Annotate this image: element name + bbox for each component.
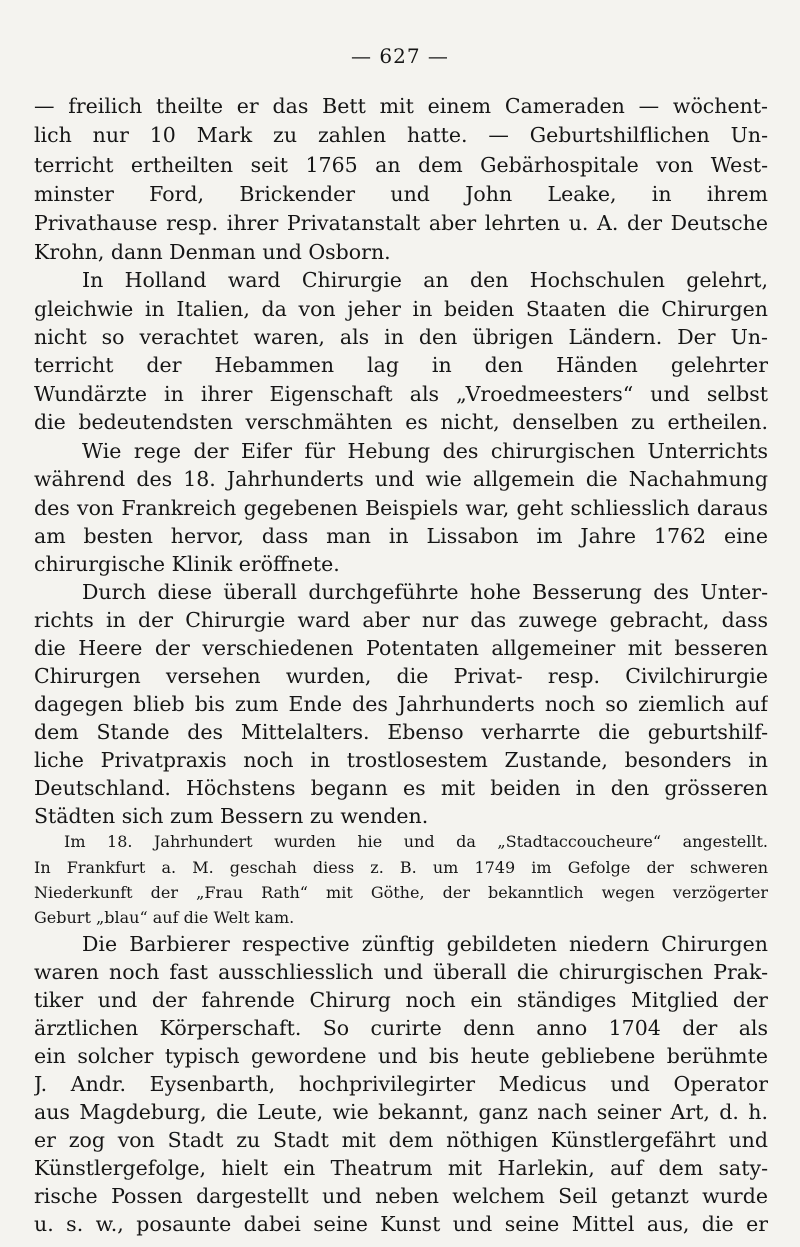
text-line: dagegen blieb bis zum Ende des Jahrhunderts noch so ziemlich auf — [34, 692, 768, 716]
text-line: am besten hervor, dass man in Lissabon im Jahre 1762 eine — [34, 524, 768, 548]
text-line: dem Stande des Mittelalters. Ebenso verharrte die geburtshilf- — [34, 720, 768, 744]
text-line: ein solcher typisch gewordene und bis heute gebliebene berühmte — [34, 1044, 768, 1068]
text-line: terricht der Hebammen lag in den Händen gelehrter — [34, 353, 768, 377]
footnote-line: In Frankfurt a. M. geschah diess z. B. um 1749 im Gefolge der schweren — [34, 858, 768, 877]
text-line: Deutschland. Höchstens begann es mit beiden in den grösseren — [34, 776, 768, 800]
text-line: nicht so verachtet waren, als in den übrigen Ländern. Der Un- — [34, 325, 768, 349]
text-line: lich nur 10 Mark zu zahlen hatte. — Geburtshilflichen Un- — [34, 123, 768, 147]
text-line: tiker und der fahrende Chirurg noch ein ständiges Mitglied der — [34, 988, 768, 1012]
text-line: waren noch fast ausschliesslich und überall die chirurgischen Prak- — [34, 960, 768, 984]
text-line: aus Magdeburg, die Leute, wie bekannt, ganz nach seiner Art, d. h. — [34, 1100, 768, 1124]
text-line: Die Barbierer respective zünftig gebildeten niedern Chirurgen — [82, 932, 768, 956]
page-number: — 627 — — [351, 44, 449, 68]
text-line: chirurgische Klinik eröffnete. — [34, 552, 340, 576]
footnote-line: Niederkunft der „Frau Rath“ mit Göthe, der bekanntlich wegen verzögerter — [34, 883, 768, 902]
text-line: die bedeutendsten verschmähten es nicht, denselben zu ertheilen. — [34, 410, 768, 434]
text-line: — freilich theilte er das Bett mit einem Cameraden — wöchent- — [34, 94, 768, 118]
text-line: Durch diese überall durchgeführte hohe Besserung des Unter- — [82, 580, 768, 604]
text-line: die Heere der verschiedenen Potentaten allgemeiner mit besseren — [34, 636, 768, 660]
text-line: liche Privatpraxis noch in trostlosestem Zustande, besonders in — [34, 748, 768, 772]
text-line: Privathause resp. ihrer Privatanstalt aber lehrten u. A. der Deutsche — [34, 211, 768, 235]
text-line: Krohn, dann Denman und Osborn. — [34, 240, 391, 264]
text-line: u. s. w., posaunte dabei seine Kunst und seine Mittel aus, die er — [34, 1212, 768, 1236]
footnote-line: Geburt „blau“ auf die Welt kam. — [34, 908, 295, 927]
text-line: In Holland ward Chirurgie an den Hochschulen gelehrt, — [82, 268, 768, 292]
text-line: Städten sich zum Bessern zu wenden. — [34, 804, 429, 828]
text-line: rische Possen dargestellt und neben welchem Seil getanzt wurde — [34, 1184, 768, 1208]
text-line: ärztlichen Körperschaft. So curirte denn anno 1704 der als — [34, 1016, 768, 1040]
text-line: gleichwie in Italien, da von jeher in beiden Staaten die Chirurgen — [34, 297, 768, 321]
text-line: richts in der Chirurgie ward aber nur das zuwege gebracht, dass — [34, 608, 768, 632]
text-line: während des 18. Jahrhunderts und wie allgemein die Nachahmung — [34, 467, 768, 491]
footnote-line: Im 18. Jahrhundert wurden hie und da „Stadtaccoucheure“ angestellt. — [64, 832, 768, 851]
text-line: er zog von Stadt zu Stadt mit dem nöthigen Künstlergefährt und — [34, 1128, 768, 1152]
text-line: Wundärzte in ihrer Eigenschaft als „Vroedmeesters“ und selbst — [34, 382, 768, 406]
text-line: Künstlergefolge, hielt ein Theatrum mit Harlekin, auf dem saty- — [34, 1156, 768, 1180]
text-line: Chirurgen versehen wurden, die Privat- resp. Civilchirurgie — [34, 664, 768, 688]
text-line: Wie rege der Eifer für Hebung des chirurgischen Unterrichts — [82, 439, 768, 463]
text-line: terricht ertheilten seit 1765 an dem Gebärhospitale von West- — [34, 153, 768, 177]
text-line: J. Andr. Eysenbarth, hochprivilegirter Medicus und Operator — [34, 1072, 768, 1096]
text-line: des von Frankreich gegebenen Beispiels war, geht schliesslich daraus — [34, 496, 768, 520]
text-line: minster Ford, Brickender und John Leake, in ihrem — [34, 182, 768, 206]
